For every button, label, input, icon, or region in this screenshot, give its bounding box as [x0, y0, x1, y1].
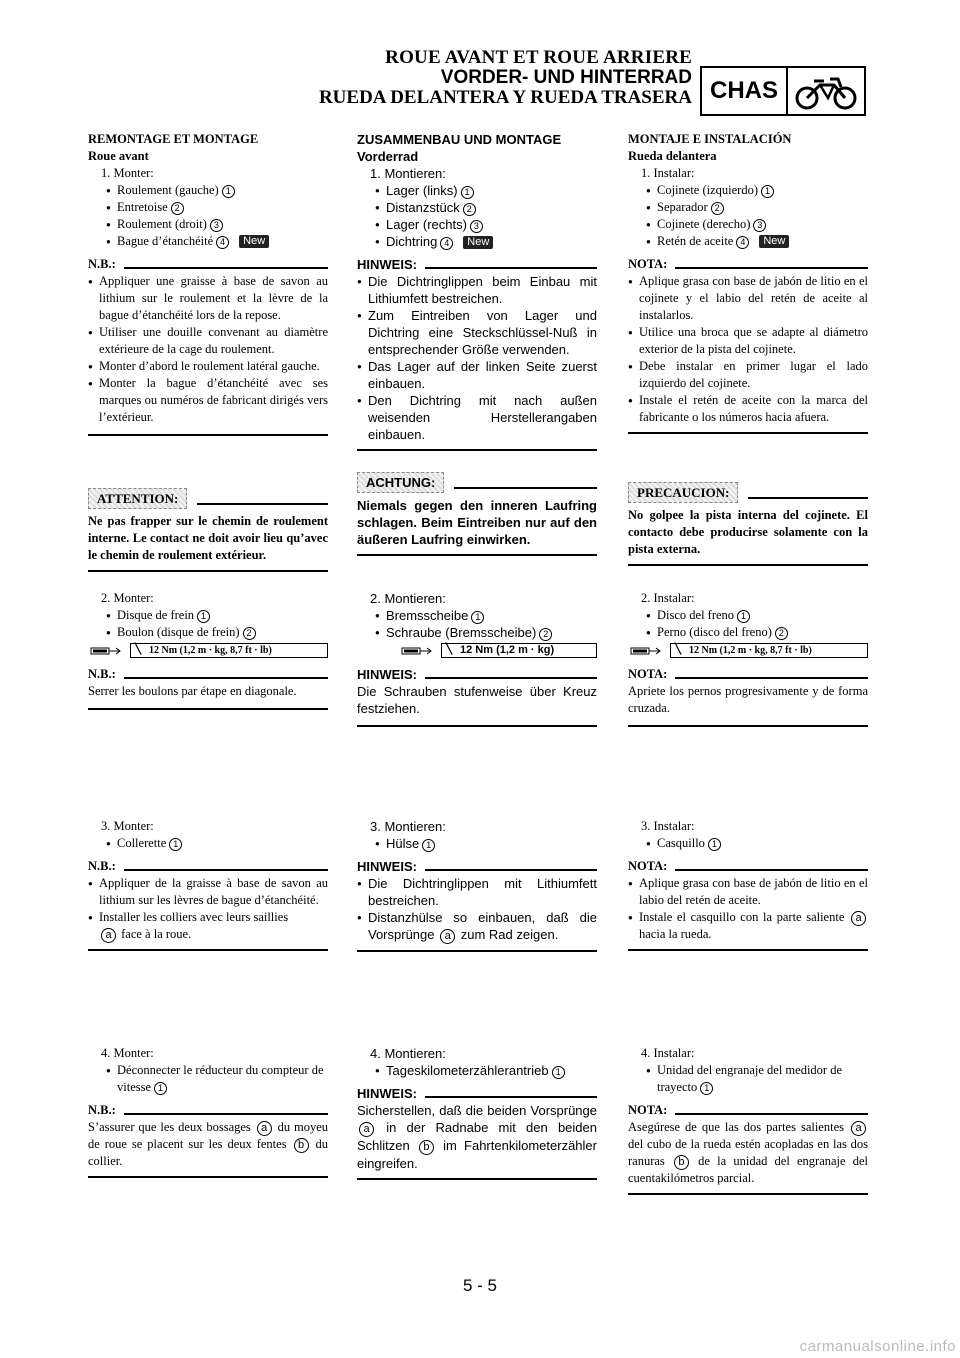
step-3-label: 3. Montieren: — [370, 819, 446, 834]
divider — [88, 570, 328, 572]
list-item: ● Tageskilometerzählerantrieb 1 — [357, 1062, 597, 1079]
caution-de — [357, 470, 597, 556]
divider — [628, 725, 868, 727]
list-item: ● Lager (links) 1 — [357, 182, 597, 199]
note-header: N.B.: — [88, 1102, 328, 1119]
section-2-fr — [88, 590, 328, 710]
section-3-fr — [88, 818, 328, 951]
step-3-label: 3. Monter: — [101, 819, 154, 833]
note-item: ● Monter la bague d’étanchéité avec ses marques ou numéros de fabricant dirigés vers l’extérieur. — [88, 375, 328, 426]
note-item: ● Utiliser une douille convenant au diamètre extérieure de la cage du roulement. — [88, 324, 328, 358]
caution-header: ACHTUNG: — [357, 472, 597, 493]
torque-wrench-icon — [401, 645, 435, 657]
list-item: ● Perno (disco del freno) 2 — [628, 624, 868, 641]
list-item: ● Entretoise 2 — [88, 199, 328, 216]
list-item: ● Roulement (gauche) 1 — [88, 182, 328, 199]
subheading-fr: Roue avant — [88, 149, 149, 163]
title-fr: ROUE AVANT ET ROUE ARRIERE — [385, 47, 692, 68]
list-item: ● Disque de frein 1 — [88, 607, 328, 624]
caution-text: No golpee la pista interna del cojinete. El contacto debe producirse solamente con la pista externa. — [628, 508, 868, 556]
section-4-fr — [88, 1045, 328, 1178]
section-1-fr — [88, 131, 328, 436]
list-item: ● Bague d’étanchéité 4 New — [88, 233, 328, 250]
note-header: N.B.: — [88, 858, 328, 875]
list-item: ● Cojinete (izquierdo) 1 — [628, 182, 868, 199]
torque-wrench-icon — [630, 645, 664, 657]
divider — [88, 1176, 328, 1178]
section-4-de — [357, 1045, 597, 1180]
list-item: ● Retén de aceite 4 New — [628, 233, 868, 250]
note-header: N.B.: — [88, 666, 328, 683]
note-item: ● Monter d’abord le roulement latéral gauche. — [88, 358, 328, 375]
list-item: ● Hülse 1 — [357, 835, 597, 852]
note-item: ● Utilice una broca que se adapte al diámetro exterior de la pista del cojinete. — [628, 324, 868, 358]
note-text: Die Schrauben stufenweise über Kreuz festziehen. — [357, 684, 597, 716]
note-item: ● Die Dichtringlippen beim Einbau mit Lithiumfett bestreichen. — [357, 273, 597, 307]
new-badge: New — [239, 235, 269, 248]
section-badge — [700, 66, 866, 116]
torque-value: ╲ 12 Nm (1,2 m · kg) — [441, 643, 597, 658]
list-item: ● Collerette 1 — [88, 835, 328, 852]
divider — [357, 449, 597, 451]
section-2-es — [628, 590, 868, 727]
watermark: carmanualsonline.info — [799, 1338, 956, 1355]
torque-value: ╲ 12 Nm (1,2 m · kg, 8,7 ft · lb) — [670, 643, 868, 658]
divider — [357, 554, 597, 556]
torque-wrench-icon — [90, 645, 124, 657]
list-item: ● Lager (rechts) 3 — [357, 216, 597, 233]
section-1-es — [628, 131, 868, 434]
divider — [628, 949, 868, 951]
section-3-es — [628, 818, 868, 951]
page-number: 5 - 5 — [462, 1276, 498, 1295]
divider — [628, 1193, 868, 1195]
note-item: ● Das Lager auf der linken Seite zuerst einbauen. — [357, 358, 597, 392]
section-badge-label: CHAS — [702, 68, 788, 114]
note-item: ● Appliquer de la graisse à base de savon au lithium sur les lèvres de bague d’étanchéité. — [88, 875, 328, 909]
step-2-label: 2. Monter: — [101, 591, 154, 605]
title-de: VORDER- UND HINTERRAD — [440, 67, 692, 88]
step-3-label: 3. Instalar: — [641, 819, 695, 833]
note-item: ● Aplique grasa con base de jabón de litio en el labio del retén de aceite. — [628, 875, 868, 909]
divider — [88, 949, 328, 951]
note-item: ● Appliquer une graisse à base de savon au lithium sur le roulement et la lèvre de la bague d’étanchéité lors de la repose. — [88, 273, 328, 324]
note-item: ● Installer les colliers avec leurs saillies a face à la roue. — [88, 909, 328, 943]
caution-text: Ne pas frapper sur le chemin de roulement interne. Le contact ne doit avoir lieu qu’avec le chemin de roulement extérieur. — [88, 514, 328, 562]
step-4-label: 4. Monter: — [101, 1046, 154, 1060]
new-badge: New — [759, 235, 789, 248]
divider — [628, 432, 868, 434]
note-item: ● Debe instalar en primer lugar el lado izquierdo del cojinete. — [628, 358, 868, 392]
step-1-label: 1. Instalar: — [641, 166, 695, 180]
motorcycle-icon — [788, 68, 864, 114]
divider — [357, 1178, 597, 1180]
step-4-label: 4. Instalar: — [641, 1046, 695, 1060]
caution-fr — [88, 486, 328, 572]
note-text: Asegúrese de que las dos partes salientes a del cubo de la rueda estén acopladas en las dos ranuras b de la unidad del engranaje del cuentakilómetros parcial. — [628, 1120, 869, 1185]
list-item: ● Schraube (Bremsscheibe) 2 — [357, 624, 597, 641]
note-text: Apriete los pernos progresivamente y de forma cruzada. — [628, 684, 868, 715]
step-1-label: 1. Monter: — [101, 166, 154, 180]
new-badge: New — [463, 236, 493, 249]
divider — [88, 708, 328, 710]
caution-es — [628, 480, 868, 566]
note-text: Sicherstellen, daß die beiden Vorsprünge a in der Radnabe mit den beiden Schlitzen b im Fahrtenkilometerzähler eingreifen. — [357, 1103, 597, 1171]
torque-spec — [628, 643, 868, 658]
note-item: ● Instale el retén de aceite con la marca del fabricante o los números hacia afuera. — [628, 392, 868, 426]
list-item: ● Déconnecter le réducteur du compteur de vitesse 1 — [88, 1062, 328, 1096]
section-2-de — [357, 590, 597, 727]
step-2-label: 2. Instalar: — [641, 591, 695, 605]
divider — [628, 564, 868, 566]
divider — [357, 725, 597, 727]
note-text: Serrer les boulons par étape en diagonale. — [88, 684, 297, 698]
note-item: ● Zum Eintreiben von Lager und Dichtring eine Steckschlüssel-Nuß in entsprechender Größe verwenden. — [357, 307, 597, 358]
note-item: ● Die Dichtringlippen mit Lithiumfett bestreichen. — [357, 875, 597, 909]
heading-de: ZUSAMMENBAU UND MONTAGE — [357, 132, 562, 147]
list-item: ● Casquillo 1 — [628, 835, 868, 852]
note-header: N.B.: — [88, 256, 328, 273]
caution-header: PRECAUCION: — [628, 482, 868, 503]
note-header: HINWEIS: — [357, 858, 597, 875]
note-text: S’assurer que les deux bossages a du moyeu de roue se placent sur les deux fentes b du collier. — [88, 1120, 329, 1168]
section-1-de — [357, 131, 597, 451]
list-item: ● Roulement (droit) 3 — [88, 216, 328, 233]
list-item: ● Cojinete (derecho) 3 — [628, 216, 868, 233]
section-4-es — [628, 1045, 868, 1195]
note-item: ● Distanzhülse so einbauen, daß die Vorsprünge a zum Rad zeigen. — [357, 909, 597, 944]
note-header: HINWEIS: — [357, 1085, 597, 1102]
torque-spec — [357, 643, 597, 658]
list-item: ● Separador 2 — [628, 199, 868, 216]
subheading-es: Rueda delantera — [628, 149, 717, 163]
step-4-label: 4. Montieren: — [370, 1046, 446, 1061]
page-header-titles — [319, 48, 692, 108]
note-header: NOTA: — [628, 256, 868, 273]
list-item: ● Unidad del engranaje del medidor de trayecto 1 — [628, 1062, 868, 1096]
list-item: ● Bremsscheibe 1 — [357, 607, 597, 624]
heading-es: MONTAJE E INSTALACIÓN — [628, 132, 792, 146]
divider — [88, 434, 328, 436]
heading-fr: REMONTAGE ET MONTAGE — [88, 132, 259, 146]
note-item: ● Den Dichtring mit nach außen weisenden Herstellerangaben einbauen. — [357, 392, 597, 443]
caution-header: ATTENTION: — [88, 488, 328, 509]
note-header: NOTA: — [628, 1102, 868, 1119]
list-item: ● Boulon (disque de frein) 2 — [88, 624, 328, 641]
torque-spec — [88, 643, 328, 658]
note-header: NOTA: — [628, 858, 868, 875]
torque-value: ╲ 12 Nm (1,2 m · kg, 8,7 ft · lb) — [130, 643, 328, 658]
note-header: HINWEIS: — [357, 256, 597, 273]
list-item: ● Dichtring 4 New — [357, 233, 597, 250]
section-3-de — [357, 818, 597, 952]
step-1-label: 1. Montieren: — [370, 166, 446, 181]
caution-text: Niemals gegen den inneren Laufring schlagen. Beim Eintreiben nur auf den äußeren Laufring einwirken. — [357, 498, 597, 547]
note-header: NOTA: — [628, 666, 868, 683]
note-item: ● Instale el casquillo con la parte saliente a hacia la rueda. — [628, 909, 868, 943]
divider — [357, 950, 597, 952]
subheading-de: Vorderrad — [357, 149, 419, 164]
list-item: ● Distanzstück 2 — [357, 199, 597, 216]
title-es: RUEDA DELANTERA Y RUEDA TRASERA — [318, 87, 692, 108]
step-2-label: 2. Montieren: — [370, 591, 446, 606]
note-item: ● Aplique grasa con base de jabón de litio en el cojinete y el labio del retén de aceite al instalarlos. — [628, 273, 868, 324]
list-item: ● Disco del freno 1 — [628, 607, 868, 624]
note-header: HINWEIS: — [357, 666, 597, 683]
